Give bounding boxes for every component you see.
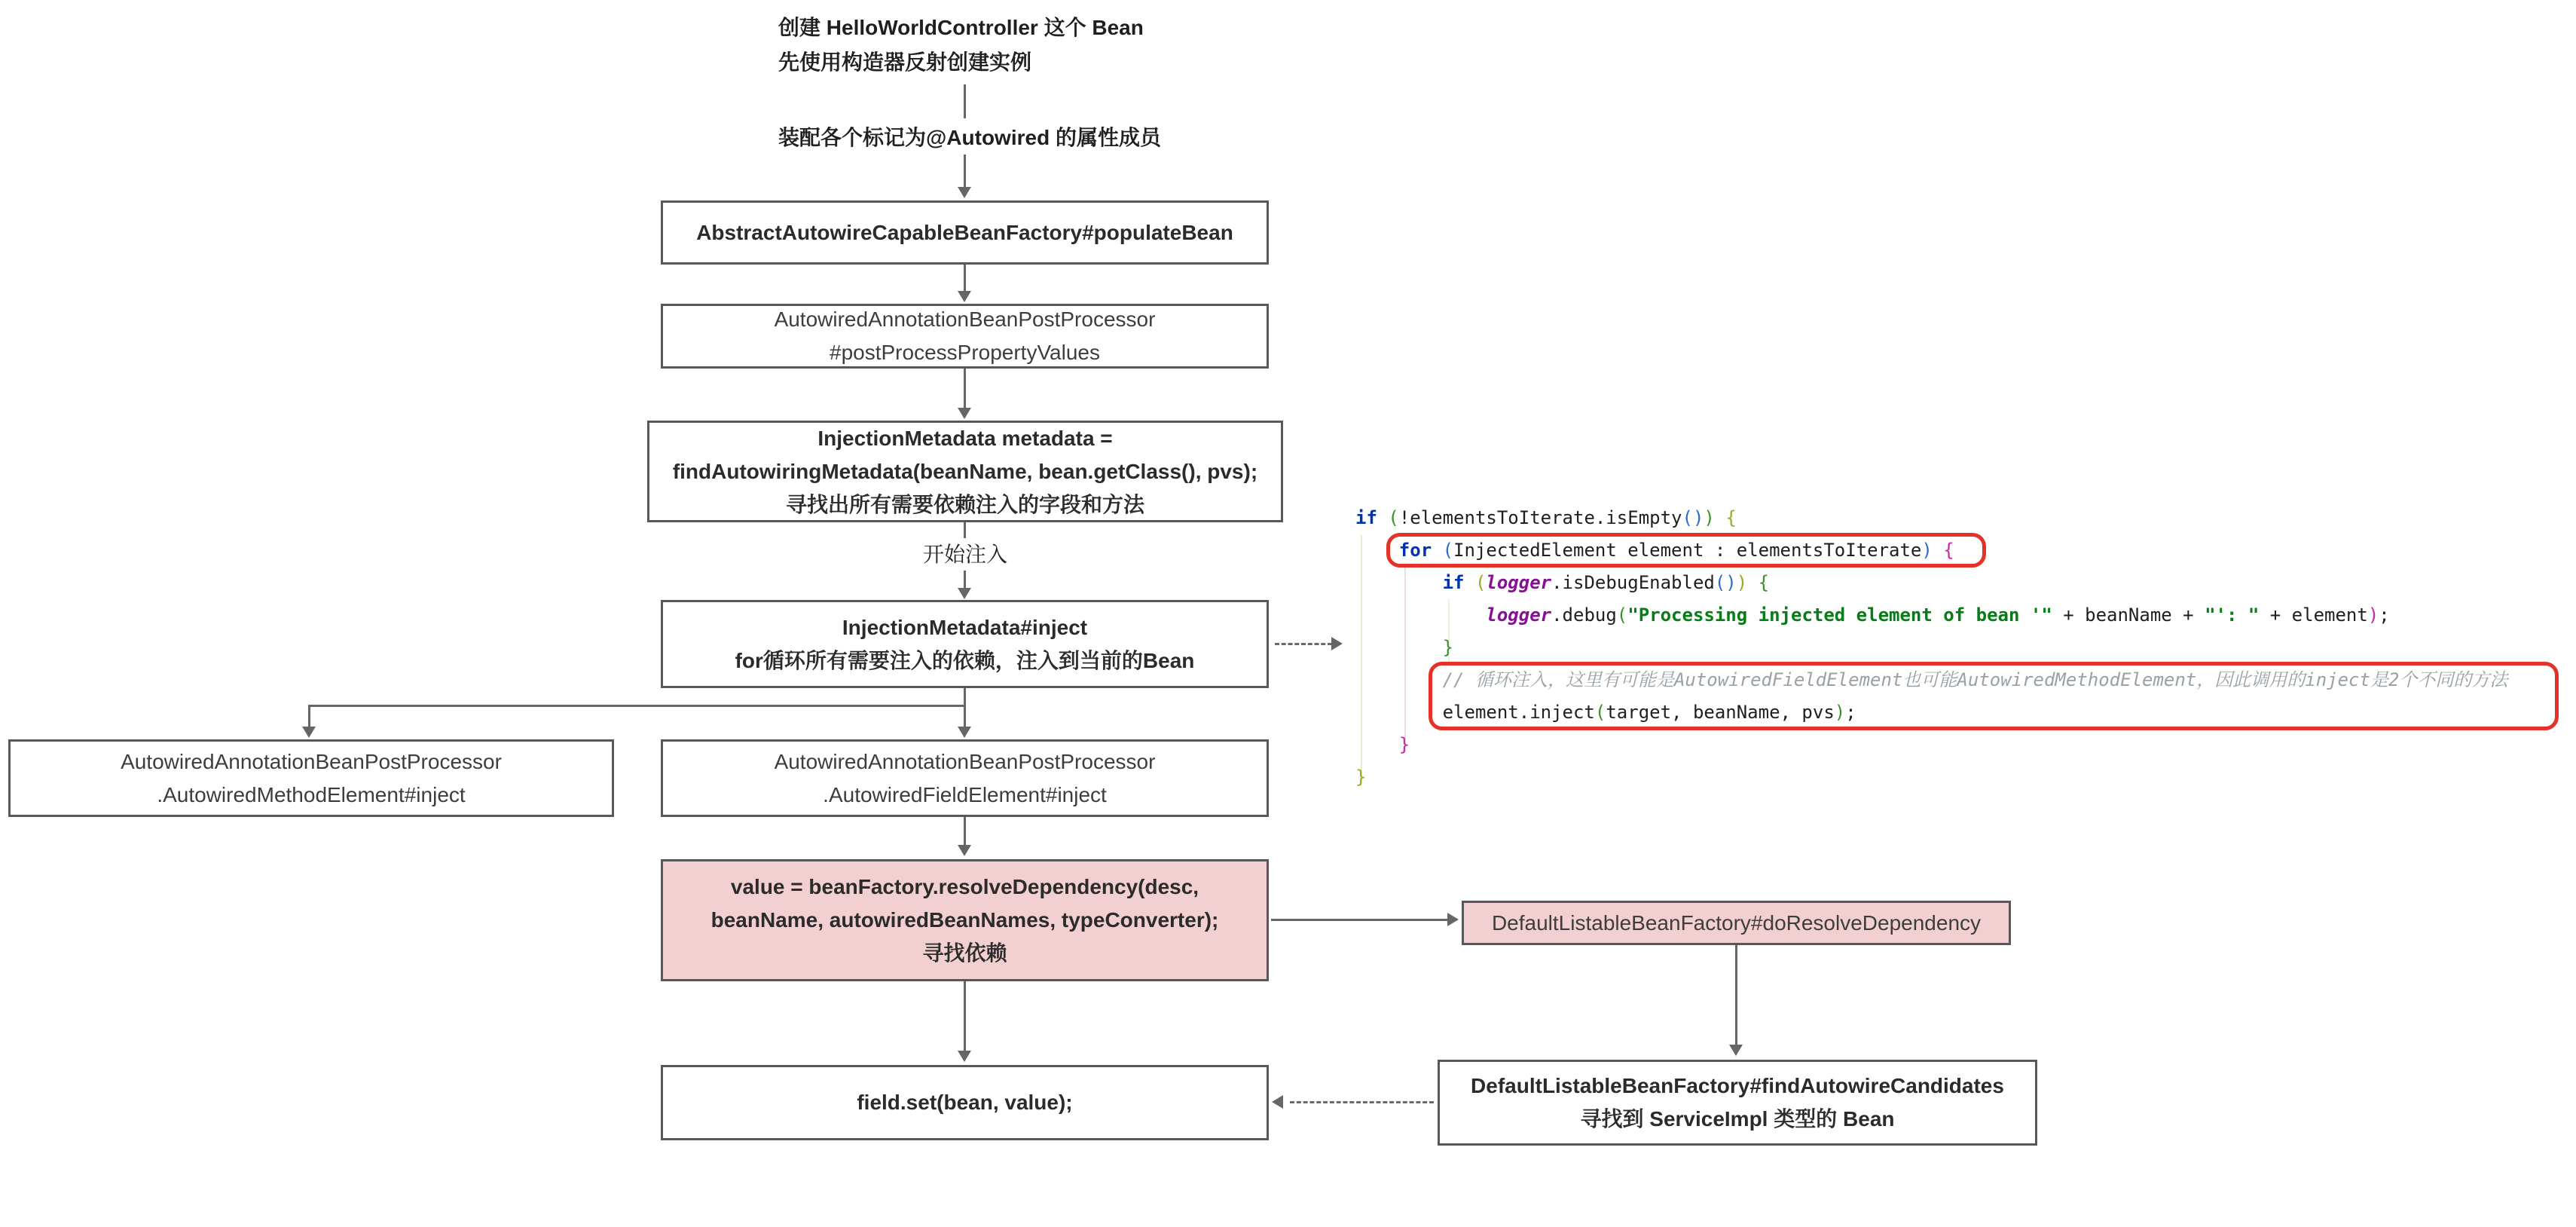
node-label: InjectionMetadata#inject (842, 615, 1088, 639)
node-post-process-property-values (661, 304, 1269, 369)
connector-line (1271, 919, 1448, 921)
dashed-connector-to-code (1275, 643, 1332, 645)
node-label: InjectionMetadata metadata = (817, 426, 1113, 450)
node-autowired-field-element-inject (661, 739, 1269, 817)
arrowhead-right (1331, 637, 1343, 650)
node-label: 寻找依赖 (922, 941, 1007, 965)
arrowhead-right (1447, 913, 1459, 926)
node-label: .AutowiredMethodElement#inject (157, 782, 466, 806)
intro-line-2: 先使用构造器反射创建实例 (778, 50, 1032, 74)
code-snippet: if (!elementsToIterate.isEmpty()) { for (InjectedElement element : elementsToIterate) { if (logger.isDebugEnabled()) { logger.debug("Processing injected element of bean '" + beanName + "': " + element); } // 循环注入，这里有可能是AutowiredFieldElement也可能AutowiredMethodElement，因此调用的inject是2个不同的方法 element.inject(target, beanName, pvs); } } (1355, 507, 2508, 788)
arrowhead-down (302, 727, 316, 738)
intro-line-3: 装配各个标记为@Autowired 的属性成员 (778, 126, 1161, 149)
connector-line (308, 707, 310, 727)
node-populate-bean (661, 200, 1269, 265)
connector-line (964, 707, 966, 727)
connector-line (1735, 945, 1737, 1045)
node-label: DefaultListableBeanFactory#doResolveDependency (1491, 910, 1982, 935)
node-label: value = beanFactory.resolveDependency(desc, (730, 875, 1199, 898)
node-label: 寻找到 ServiceImpl 类型的 Bean (1580, 1107, 1895, 1131)
connector-line (964, 817, 966, 846)
arrowhead-down (1729, 1045, 1743, 1056)
connector-line (964, 265, 966, 292)
node-label: for循环所有需要注入的依赖，注入到当前的Bean (735, 648, 1195, 672)
arrowhead-down (958, 291, 971, 302)
highlight-for-loop-box (1386, 533, 1986, 568)
connector-line (964, 369, 966, 408)
highlight-inject-call-box (1429, 662, 2559, 730)
dashed-connector-to-field-set (1290, 1101, 1434, 1103)
node-do-resolve-dependency (1462, 901, 2011, 945)
connector-line (964, 84, 966, 118)
arrowhead-down (958, 1051, 971, 1062)
node-label: AutowiredAnnotationBeanPostProcessor (774, 308, 1156, 331)
node-label: AutowiredAnnotationBeanPostProcessor (774, 749, 1156, 773)
node-autowired-method-element-inject (8, 739, 614, 817)
arrowhead-down (958, 187, 971, 198)
arrowhead-left (1272, 1095, 1283, 1109)
node-find-autowire-candidates (1438, 1060, 2037, 1146)
node-injection-metadata-inject (661, 600, 1269, 688)
node-label: #postProcessPropertyValues (830, 341, 1100, 364)
arrowhead-down (958, 727, 971, 738)
arrowhead-down (958, 408, 971, 419)
connector-line (964, 155, 966, 188)
node-label: 寻找出所有需要依赖注入的字段和方法 (785, 492, 1144, 516)
node-label: AbstractAutowireCapableBeanFactory#populateBean (696, 220, 1233, 244)
connector-line (964, 571, 966, 589)
label-start-inject: 开始注入 (922, 543, 1008, 566)
node-label: field.set(bean, value); (857, 1091, 1073, 1114)
node-label: DefaultListableBeanFactory#findAutowireCandidates (1471, 1074, 2004, 1097)
connector-line (964, 522, 966, 538)
connector-line (964, 981, 966, 1051)
arrowhead-down (958, 845, 971, 856)
intro-line-1: 创建 HelloWorldController 这个 Bean (778, 16, 1144, 39)
connector-line (308, 705, 966, 707)
arrowhead-down (958, 588, 971, 599)
node-label: findAutowiringMetadata(beanName, bean.getClass(), pvs); (672, 459, 1258, 483)
node-field-set (661, 1065, 1269, 1140)
node-resolve-dependency (661, 859, 1269, 981)
node-find-autowiring-metadata (647, 421, 1283, 522)
node-label: beanName, autowiredBeanNames, typeConverter); (710, 908, 1219, 932)
node-label: .AutowiredFieldElement#inject (823, 782, 1107, 806)
node-label: AutowiredAnnotationBeanPostProcessor (121, 749, 502, 773)
